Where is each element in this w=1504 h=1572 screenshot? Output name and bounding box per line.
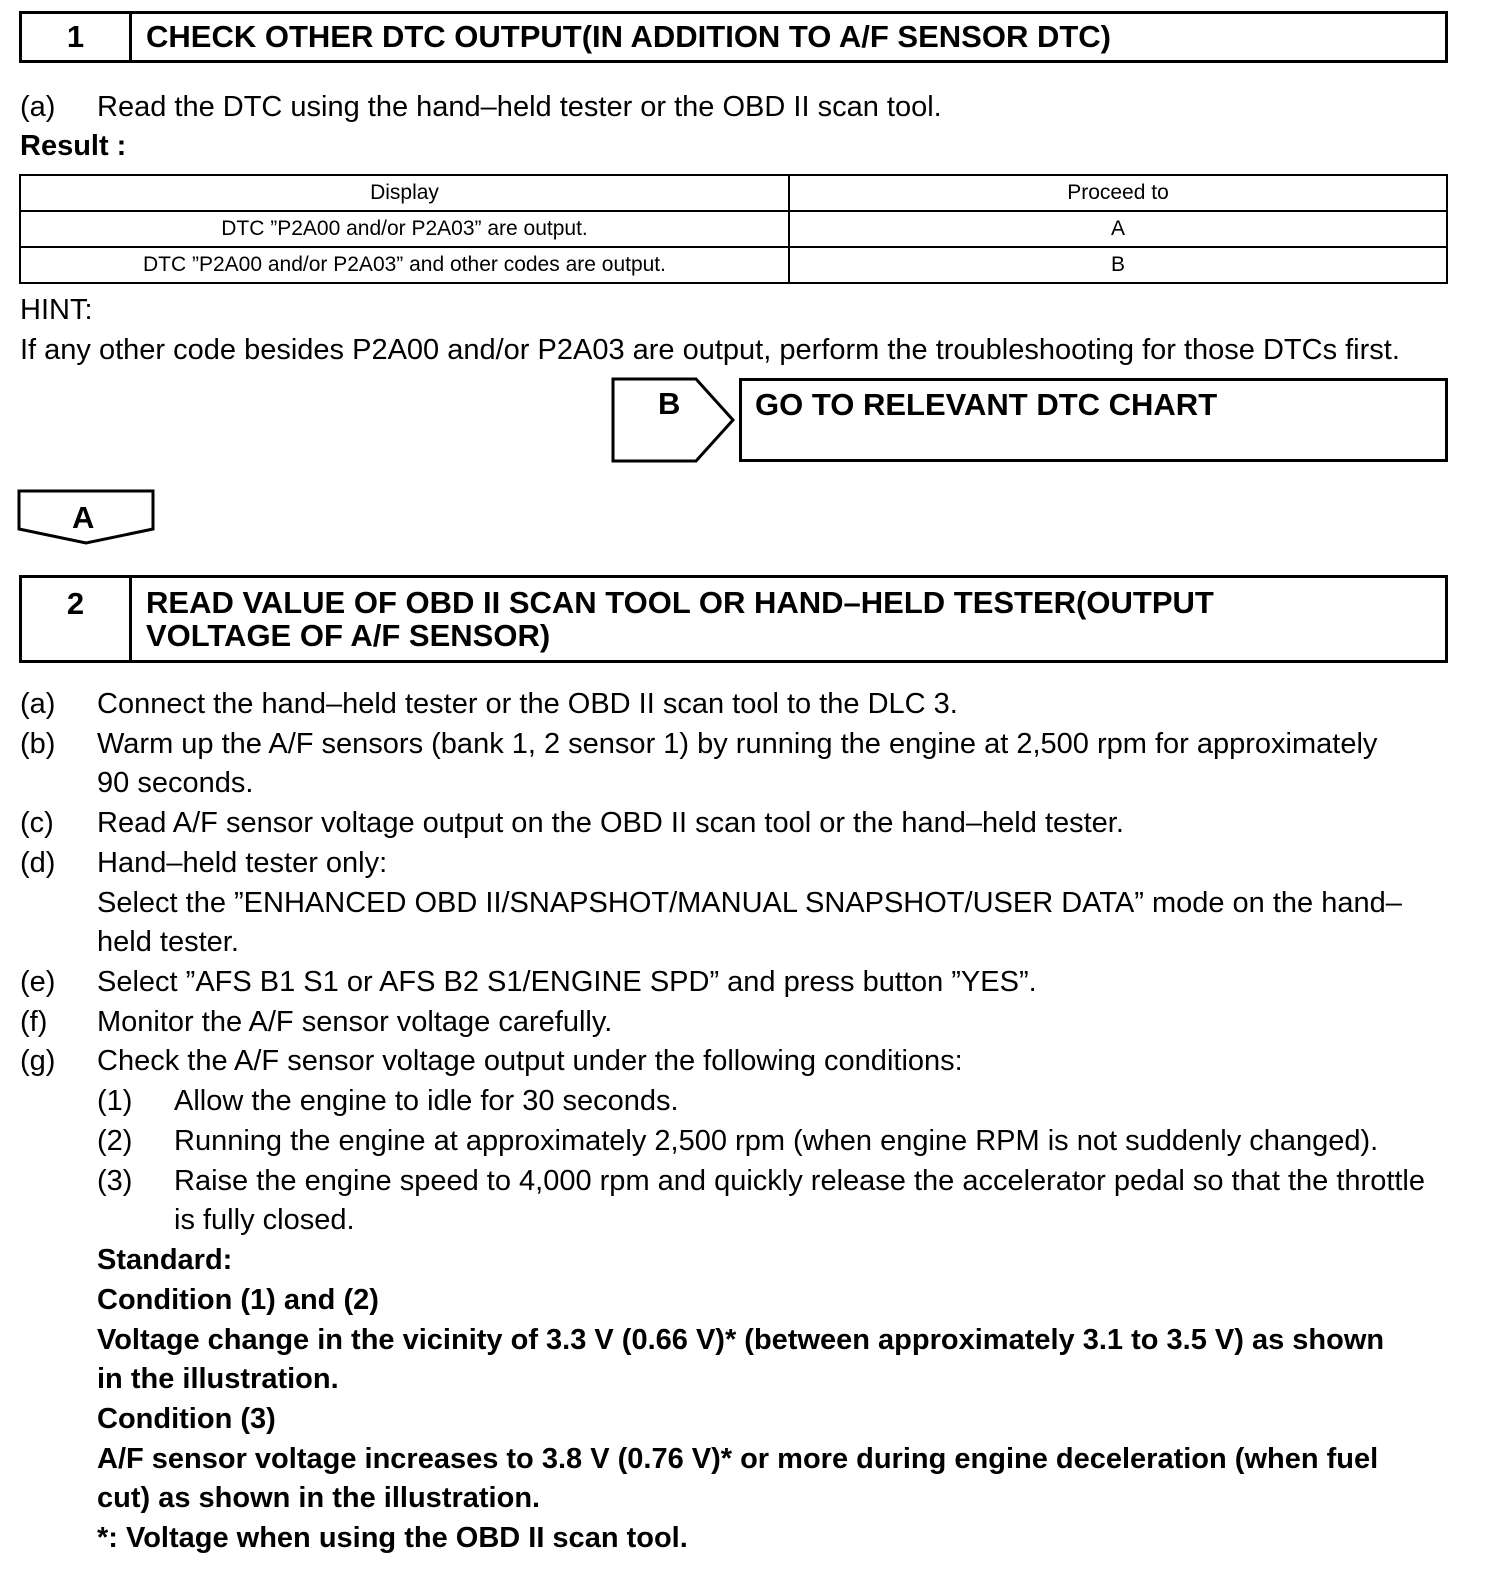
list-item-text: Warm up the A/F sensors (bank 1, 2 sensor 1) by running the engine at 2,500 rpm for approximately [97,728,1378,760]
condition-3-text: cut) as shown in the illustration. [97,1482,541,1514]
list-item-text: Select the ”ENHANCED OBD II/SNAPSHOT/MANUAL SNAPSHOT/USER DATA” mode on the hand– [97,887,1402,919]
footnote: *: Voltage when using the OBD II scan tool. [97,1522,688,1554]
sub-item-text: Allow the engine to idle for 30 seconds. [174,1085,679,1117]
step-2-title-line-1: READ VALUE OF OBD II SCAN TOOL OR HAND–HELD TESTER(OUTPUT [146,585,1214,620]
step-1-title: CHECK OTHER DTC OUTPUT(IN ADDITION TO A/F SENSOR DTC) [146,19,1111,54]
sub-item-text: Running the engine at approximately 2,500 rpm (when engine RPM is not suddenly changed). [174,1125,1379,1157]
hint-text: If any other code besides P2A00 and/or P2A03 are output, perform the troubleshooting for those DTCs first. [20,334,1400,366]
list-item-text: Check the A/F sensor voltage output under the following conditions: [97,1045,963,1077]
step-2-number: 2 [22,578,132,660]
step-1-item-a-text: Read the DTC using the hand–held tester or the OBD II scan tool. [97,91,942,123]
sub-item-label: (3) [97,1165,133,1197]
table-cell-proceed: B [789,247,1447,283]
step-1-number: 1 [22,14,132,60]
list-item-label: (b) [20,728,56,760]
step-1-item-a-label: (a) [20,91,56,123]
list-item-text: Monitor the A/F sensor voltage carefully. [97,1006,613,1038]
condition-1-2-text: in the illustration. [97,1363,339,1395]
step-2-title-line-2: VOLTAGE OF A/F SENSOR) [146,618,551,653]
sub-item-label: (2) [97,1125,133,1157]
sub-item-text: Raise the engine speed to 4,000 rpm and quickly release the accelerator pedal so that the throttle [174,1165,1426,1197]
table-header-display: Display [20,175,789,211]
list-item-label: (a) [20,688,56,720]
list-item-label: (e) [20,966,56,998]
condition-1-2-text: Voltage change in the vicinity of 3.3 V (0.66 V)* (between approximately 3.1 to 3.5 V) as shown [97,1324,1385,1356]
step-2-header [19,575,1448,663]
table-cell-display: DTC ”P2A00 and/or P2A03” are output. [20,211,789,247]
sub-item-label: (1) [97,1085,133,1117]
hint-label: HINT: [20,294,93,326]
branch-a-label: A [72,500,95,535]
table-row [20,211,1447,247]
list-item-label: (d) [20,847,56,879]
branch-b-text: GO TO RELEVANT DTC CHART [755,387,1218,422]
condition-1-2-heading: Condition (1) and (2) [97,1284,379,1316]
list-item-text: held tester. [97,926,239,958]
list-item-text: Read A/F sensor voltage output on the OBD II scan tool or the hand–held tester. [97,807,1124,839]
table-cell-proceed: A [789,211,1447,247]
list-item-label: (f) [20,1006,48,1038]
list-item-text: 90 seconds. [97,767,254,799]
step-1-header [19,11,1448,63]
branch-b-box [739,378,1448,462]
table-cell-display: DTC ”P2A00 and/or P2A03” and other codes are output. [20,247,789,283]
branch-b-label: B [658,386,681,421]
list-item-text: Hand–held tester only: [97,847,388,879]
list-item-text: Connect the hand–held tester or the OBD II scan tool to the DLC 3. [97,688,958,720]
result-label: Result : [20,130,127,162]
step-2-title [132,578,1445,660]
condition-3-text: A/F sensor voltage increases to 3.8 V (0.76 V)* or more during engine deceleration (when fuel [97,1443,1379,1475]
standard-heading: Standard: [97,1244,233,1276]
table-header-proceed: Proceed to [789,175,1447,211]
table-row [20,247,1447,283]
sub-item-text: is fully closed. [174,1204,355,1236]
list-item-label: (g) [20,1045,56,1077]
table-header-row [20,175,1447,211]
condition-3-heading: Condition (3) [97,1403,276,1435]
list-item-label: (c) [20,807,54,839]
result-table [19,174,1448,284]
list-item-text: Select ”AFS B1 S1 or AFS B2 S1/ENGINE SPD” and press button ”YES”. [97,966,1037,998]
